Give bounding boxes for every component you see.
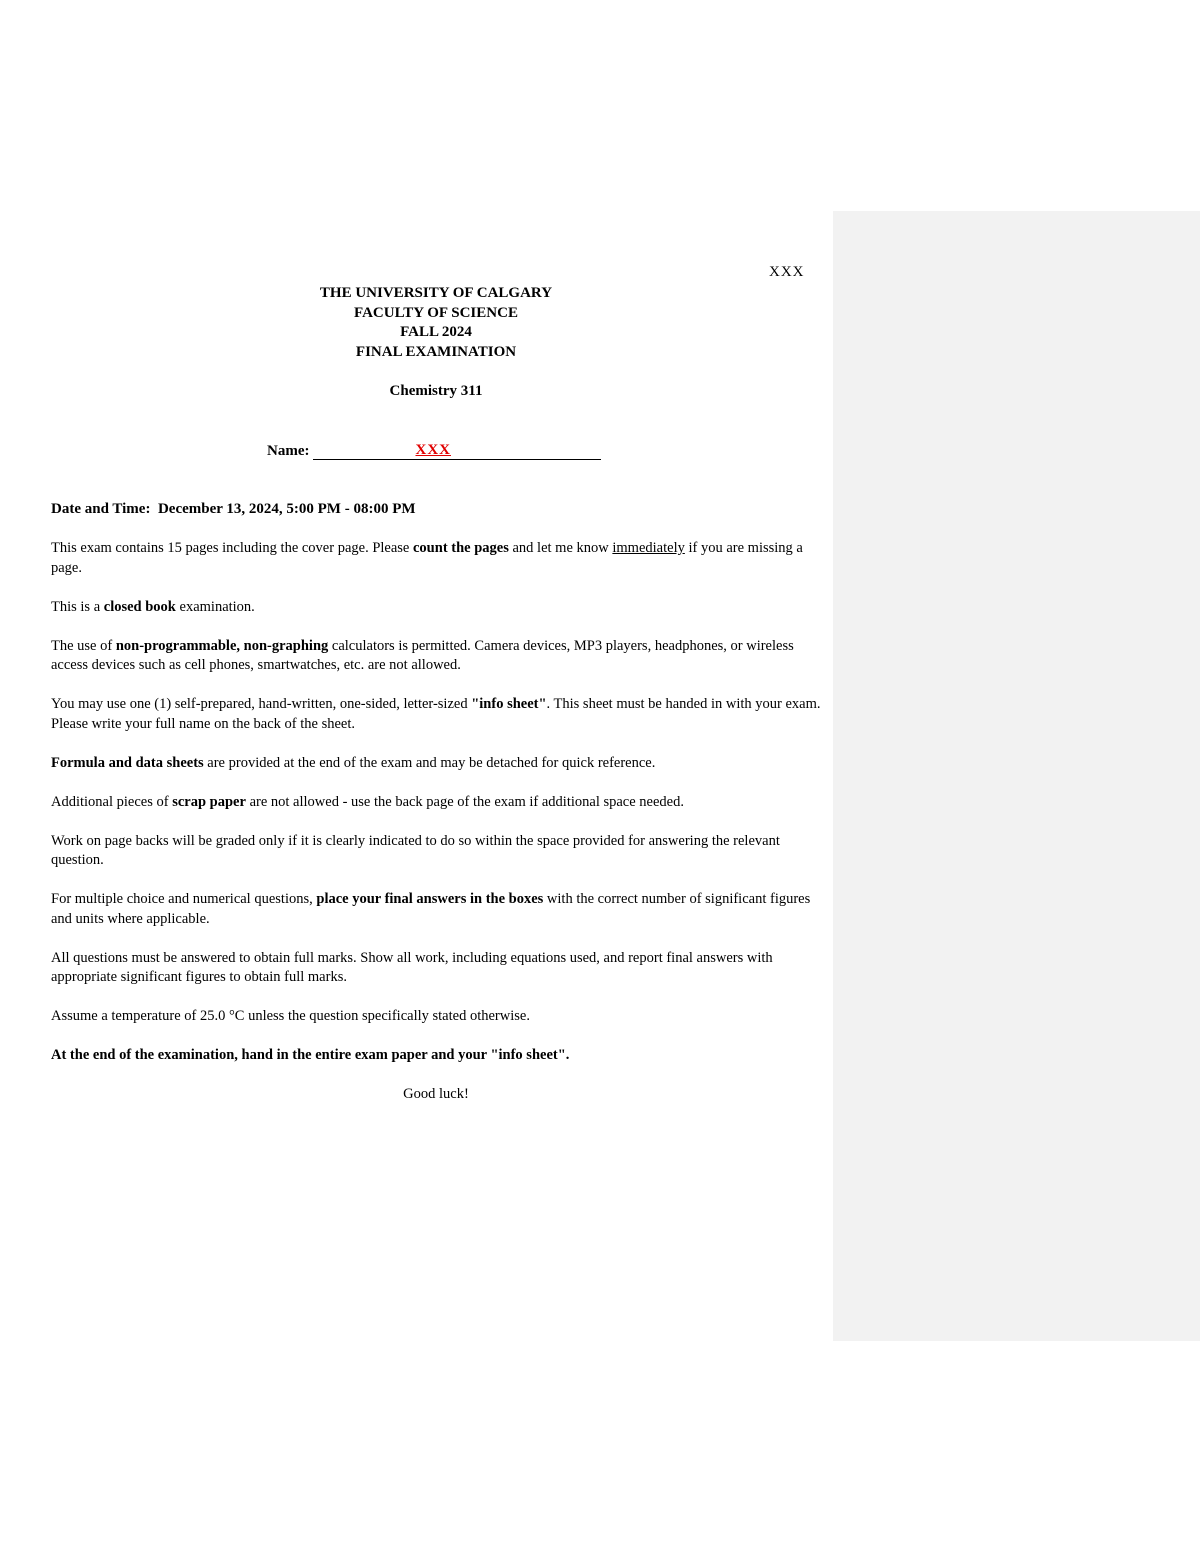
header-code: XXX: [769, 264, 805, 280]
instruction-temperature: Assume a temperature of 25.0 °C unless the question specifically stated otherwise.: [51, 1008, 530, 1024]
exam-type: FINAL EXAMINATION: [355, 343, 517, 360]
instruction-formula-sheets: Formula and data sheets are provided at the end of the exam and may be detached for quick reference.: [51, 754, 656, 771]
instruction-pages: This exam contains 15 pages including the cover page. Please count the pages and let me know immediately if you are missing a page.: [51, 540, 803, 576]
exam-title: [51, 284, 821, 362]
date-time-label: Date and Time:: [51, 501, 151, 517]
term: FALL 2024: [400, 324, 472, 340]
comment-pane: [833, 211, 1200, 1341]
university-name: THE UNIVERSITY OF CALGARY: [319, 285, 553, 301]
name-value: XXX: [415, 442, 451, 458]
instruction-page-backs: Work on page backs will be graded only if it is clearly indicated to do so within the space provided for answering the relevant question.: [51, 832, 780, 868]
date-time: [51, 500, 826, 520]
name-row: [267, 440, 601, 460]
instruction-closed-book: This is a closed book examination.: [51, 598, 255, 615]
course-name: Chemistry 311: [389, 383, 483, 399]
date-time-value: December 13, 2024, 5:00 PM - 08:00 PM: [157, 501, 416, 517]
instruction-hand-in: At the end of the examination, hand in the entire exam paper and your "info sheet".: [51, 1047, 570, 1063]
instruction-full-marks: All questions must be answered to obtain full marks. Show all work, including equations used, and report final answers with appropriate significant figures to obtain full marks.: [51, 949, 773, 985]
name-field[interactable]: [313, 440, 601, 460]
name-label: Name:: [267, 443, 310, 459]
instructions: [51, 500, 826, 1124]
instruction-info-sheet: You may use one (1) self-prepared, hand-written, one-sided, letter-sized "info sheet". This sheet must be handed in with your exam. Please write your full name on the back of the sheet.: [51, 696, 821, 732]
good-luck: Good luck!: [403, 1086, 469, 1102]
faculty-name: FACULTY OF SCIENCE: [354, 304, 518, 321]
instruction-answer-boxes: For multiple choice and numerical questions, place your final answers in the boxes with the correct number of significant figures and units where applicable.: [51, 891, 811, 927]
instruction-scrap-paper: Additional pieces of scrap paper are not allowed - use the back page of the exam if additional space needed.: [51, 793, 684, 810]
instruction-calculators: The use of non-programmable, non-graphing calculators is permitted. Camera devices, MP3 players, headphones, or wireless access devices such as cell phones, smartwatches, etc. are not allowed.: [51, 637, 794, 673]
